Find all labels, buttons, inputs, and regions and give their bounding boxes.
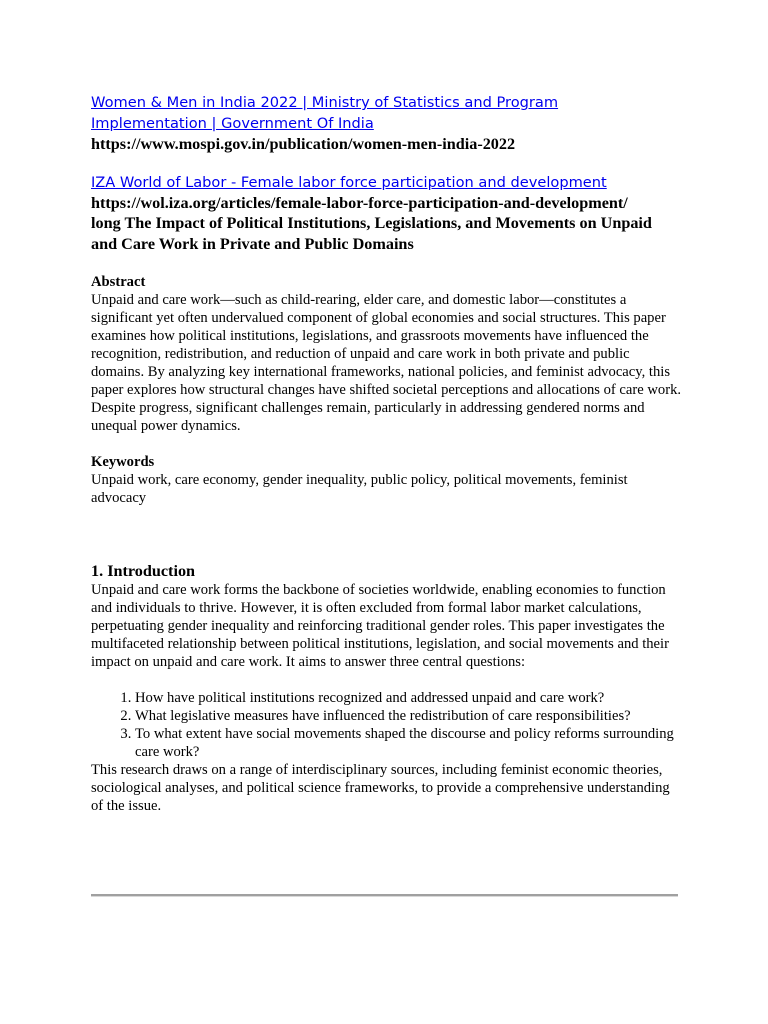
abstract-heading: Abstract: [91, 274, 146, 290]
mospi-link[interactable]: Women & Men in India 2022 | Ministry of Statistics and Program: [91, 94, 559, 111]
introduction-paragraph: Unpaid and care work forms the backbone of societies worldwide, enabling economies to function and individuals to thrive. However, it is often excluded from formal labor market calculations, perpetuating gender inequality and reinforcing traditional gender roles. This paper investigates the multifaceted relationship between political institutions, legislation, and social movements and their impact on unpaid and care work. It aims to answer three central questions:: [91, 582, 669, 670]
abstract-text: Unpaid and care work—such as child-rearing, elder care, and domestic labor—constitutes a significant yet often undervalued component of global economies and social structures. This paper examines how political institutions, legislations, and grassroots movements have influenced the recognition, redistribution, and reduction of unpaid and care work in both private and public domains. By analyzing key international frameworks, national policies, and feminist advocacy, this paper explores how structural changes have shifted societal perceptions and allocations of care work. Despite progress, significant challenges remain, particularly in addressing gendered norms and unequal power dynamics.: [91, 292, 682, 434]
list-item: 3. To what extent have social movements shaped the discourse and policy reforms surrounding care work?: [135, 725, 681, 761]
introduction-heading: 1. Introduction: [91, 562, 196, 580]
paper-title-line-1: long The Impact of Political Institutions, Legislations, and Movements on Unpaid: [91, 214, 652, 232]
keywords-heading: Keywords: [91, 454, 155, 470]
introduction-closing-paragraph: This research draws on a range of interdisciplinary sources, including feminist economic theories, sociological analyses, and political science frameworks, to provide a comprehensive understanding of the issue.: [91, 762, 670, 814]
reference-iza: [91, 172, 681, 255]
mospi-url: https://www.mospi.gov.in/publication/women-men-india-2022: [91, 135, 516, 153]
mospi-link-continued[interactable]: Implementation | Government Of India: [91, 115, 374, 132]
list-item: 2. What legislative measures have influenced the redistribution of care responsibilities?: [135, 707, 681, 725]
keywords-text: Unpaid work, care economy, gender inequality, public policy, political movements, feminist advocacy: [91, 472, 628, 506]
document-page: [91, 92, 681, 815]
iza-link[interactable]: IZA World of Labor - Female labor force participation and development: [91, 173, 607, 191]
research-questions-list: [91, 689, 681, 761]
horizontal-divider: [91, 894, 678, 897]
reference-mospi: [91, 92, 681, 155]
list-item: 1. How have political institutions recognized and addressed unpaid and care work?: [135, 689, 681, 707]
paper-title-line-2: and Care Work in Private and Public Domains: [91, 234, 414, 253]
iza-url: https://wol.iza.org/articles/female-labor-force-participation-and-development/: [91, 193, 628, 212]
